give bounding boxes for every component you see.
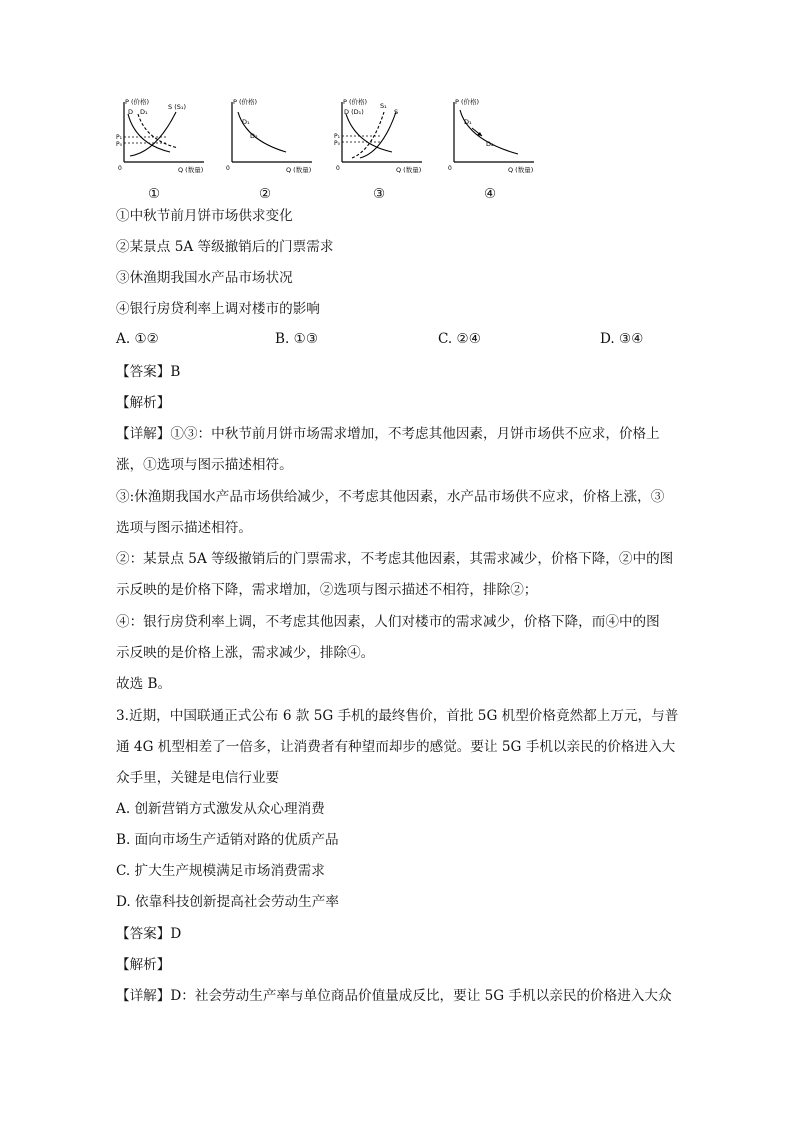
figure-4	[438, 96, 538, 182]
tick-p1: P₁	[116, 134, 123, 141]
detail-line-3: ③:休渔期我国水产品市场供给减少，不考虑其他因素，水产品市场供不应求，价格上涨，③	[116, 489, 665, 505]
conclusion-q2: 故选 B。	[116, 676, 172, 692]
statement-3: ③休渔期我国水产品市场状况	[116, 270, 293, 286]
figure-1	[108, 96, 208, 182]
detail-line-8: 示反映的是价格上涨，需求减少，排除④。	[116, 645, 375, 661]
p-axis-label-3: P (价格)	[343, 98, 368, 106]
figure-label-2: ②	[259, 186, 272, 202]
demand-graph-4	[438, 96, 538, 182]
detail-line-7: ④：银行房贷利率上调，不考虑其他因素，人们对楼市的需求减少，价格下降，而④中的图	[116, 614, 660, 630]
analysis-title-q3: 【解析】	[116, 957, 171, 973]
curve-label-d: D (D₁)	[344, 108, 364, 116]
q3-detail-line-1: 【详解】D：社会劳动生产率与单位商品价值量成反比，要让 5G 手机以亲民的价格进入大众	[116, 988, 672, 1004]
figure-label-4: ④	[484, 186, 497, 202]
curve-label-s: S (S₁)	[168, 103, 186, 111]
curve-label-d1: D₁	[242, 118, 250, 126]
origin-label: 0	[336, 165, 340, 172]
q-axis-label-3: Q (数量)	[396, 166, 422, 174]
q-axis-label-1: Q (数量)	[178, 166, 204, 174]
q3-option-c: C. 扩大生产规模满足市场消费需求	[116, 863, 325, 879]
option-c: C. ②④	[438, 331, 481, 347]
p-axis-label-2: P (价格)	[233, 98, 258, 106]
figure-label-1: ①	[148, 186, 161, 202]
answer-q3: 【答案】D	[116, 926, 182, 942]
figure-3	[326, 96, 426, 182]
demand-graph-2	[216, 96, 316, 182]
p-axis-label-4: P (价格)	[455, 98, 480, 106]
supply-demand-graph-1	[108, 96, 208, 182]
detail-line-5: ②：某景点 5A 等级撤销后的门票需求，不考虑其他因素，其需求减少，价格下降，②中的图	[116, 551, 674, 567]
option-b: B. ①③	[275, 331, 319, 347]
q3-stem-line-3: 众手里，关键是电信行业要	[116, 770, 280, 786]
curve-label-d1: D₁	[140, 108, 148, 116]
origin-label: 0	[226, 165, 230, 172]
q-axis-label-2: Q (数量)	[286, 166, 312, 174]
detail-line-2: 涨，①选项与图示描述相符。	[116, 457, 293, 473]
q3-option-a: A. 创新营销方式激发从众心理消费	[116, 801, 325, 817]
tick-p0: P₀	[334, 140, 341, 147]
q3-option-d: D. 依靠科技创新提高社会劳动生产率	[116, 894, 339, 910]
detail-line-6: 示反映的是价格下降，需求增加，②选项与图示描述不相符，排除②；	[116, 582, 538, 598]
tick-p1: P₁	[334, 133, 341, 140]
curve-label-d2: D₂	[486, 140, 494, 148]
curve-label-d2: D₂	[250, 132, 258, 140]
figure-row	[108, 96, 548, 186]
curve-label-s: S	[394, 108, 399, 116]
statement-4: ④银行房贷利率上调对楼市的影响	[116, 301, 320, 317]
answer-q2: 【答案】B	[116, 364, 181, 380]
curve-label-d1: D₁	[464, 118, 472, 126]
tick-p0: P₀	[116, 141, 123, 148]
figure-label-3: ③	[373, 186, 386, 202]
curve-label-d: D	[128, 108, 134, 116]
q3-stem-line-1: 3.近期，中国联通正式公布 6 款 5G 手机的最终售价，首批 5G 机型价格竟然都上万元，与普	[116, 708, 679, 724]
curve-label-s1: S₁	[380, 102, 387, 110]
statement-1: ①中秋节前月饼市场供求变化	[116, 208, 293, 224]
figure-2	[216, 96, 316, 182]
q3-stem-line-2: 通 4G 机型相差了一倍多，让消费者有种望而却步的感觉。要让 5G 手机以亲民的价格进入大	[116, 739, 676, 755]
statement-2: ②某景点 5A 等级撤销后的门票需求	[116, 239, 334, 255]
origin-label: 0	[448, 165, 452, 172]
analysis-title-q2: 【解析】	[116, 395, 171, 411]
detail-line-4: 选项与图示描述相符。	[116, 520, 252, 536]
p-axis-label-1: P (价格)	[125, 98, 150, 106]
supply-demand-graph-3	[326, 96, 426, 182]
option-d: D. ③④	[600, 331, 644, 347]
q-axis-label-4: Q (数量)	[508, 166, 534, 174]
option-a: A. ①②	[116, 331, 159, 347]
q3-option-b: B. 面向市场生产适销对路的优质产品	[116, 832, 339, 848]
origin-label: 0	[118, 165, 122, 172]
detail-line-1: 【详解】①③：中秋节前月饼市场需求增加，不考虑其他因素，月饼市场供不应求，价格上	[116, 426, 660, 442]
